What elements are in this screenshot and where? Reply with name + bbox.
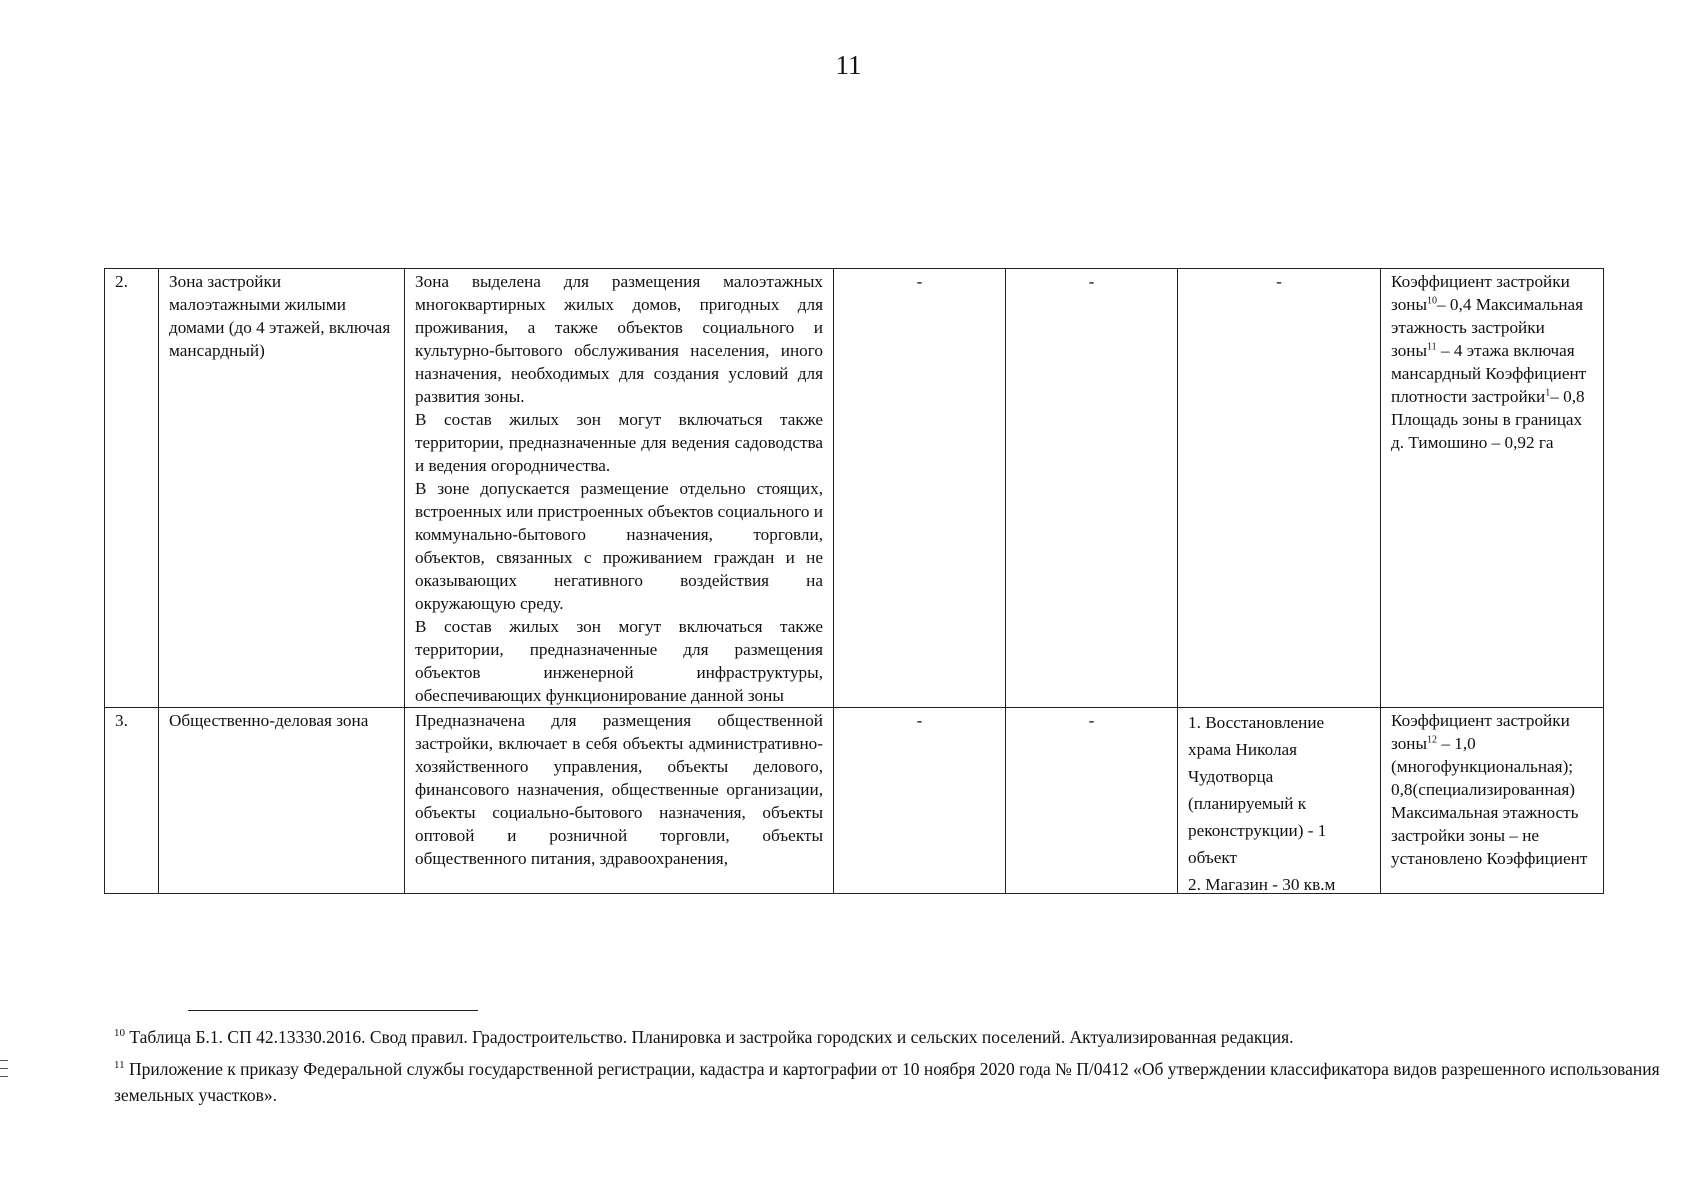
footnote-mark: 10 [114,1027,125,1039]
footnote-ref: 12 [1427,734,1438,746]
planned-objects [1178,708,1381,894]
footnote [114,1020,1674,1050]
zone-parameters [1381,269,1604,708]
footnote-ref: 11 [1427,341,1437,353]
planned-object-item: 2. Магазин - 30 кв.м [1188,875,1336,893]
planned-object-item: 1. Восстановление храма Николая Чудотворца (планируемый к реконструкции) - 1 объект [1188,713,1327,867]
param-text: – 0,8 Площадь зоны в границах д. Тимошино – 0,92 га [1391,387,1585,452]
param-text: Коэффициент застройки зоны [1391,711,1570,753]
edge-mark [0,1068,8,1069]
cell-col4: - [834,269,1006,708]
footnotes [114,1020,1674,1110]
param-text: – 4 этажа включая мансардный Коэффициент плотности застройки [1391,341,1587,406]
scan-edge-marks [0,1060,10,1084]
cell-col5: - [1006,269,1178,708]
objects-clip [1188,709,1370,893]
footnote-ref: 10 [1427,295,1438,307]
param-text: – 0,4 Максимальная этажность застройки зоны [1391,295,1584,360]
cell-col6: - [1178,269,1381,708]
cell-col5: - [1006,708,1178,894]
params-clip [1391,709,1593,893]
description-paragraph: Зона выделена для размещения малоэтажных многоквартирных жилых домов, пригодных для проживания, а также объектов социального и культурно-бытового обслуживания населения, иного назначения, необходимых для создания условий для развития зоны. [415,272,823,406]
description-clip [415,709,823,893]
table-row [105,269,1604,708]
zone-description [405,708,834,894]
footnote [114,1052,1674,1108]
footnote-ref: 1 [1545,387,1551,399]
zone-parameters [1381,708,1604,894]
zone-name: Общественно-деловая зона [159,708,405,894]
description-paragraph: В состав жилых зон могут включаться также территории, предназначенные для размещения объектов инженерной инфраструктуры, обеспечивающих функционирование данной зоны [415,617,823,705]
footnote-mark: 11 [114,1058,125,1071]
table-row [105,708,1604,894]
zones-table [104,268,1604,894]
description-paragraph: В зоне допускается размещение отдельно стоящих, встроенных или пристроенных объектов социального и коммунально-бытового назначения, торговли, объектов, связанных с проживанием граждан и не оказывающих негативного воздействия на окружающую среду. [415,479,823,613]
param-text: Коэффициент застройки зоны [1391,272,1570,314]
footnote-text: Таблица Б.1. СП 42.13330.2016. Свод правил. Градостроительство. Планировка и застройка городских и сельских поселений. Актуализированная редакция. [125,1026,1294,1047]
edge-mark [0,1060,8,1061]
row-number: 2. [105,269,159,708]
footnote-separator [188,1010,478,1011]
zone-description [405,269,834,708]
edge-mark [0,1076,8,1077]
page-number: 11 [835,50,862,80]
param-text: – 1,0 (многофункциональная); 0,8(специализированная) Максимальная этажность застройки зоны – не установлено Коэффициент [1391,734,1588,868]
description-paragraph: В состав жилых зон могут включаться также территории, предназначенные для ведения садоводства и ведения огородничества. [415,410,823,475]
row-number: 3. [105,708,159,894]
zone-name: Зона застройки малоэтажными жилыми домами (до 4 этажей, включая мансардный) [159,269,405,708]
description-paragraph: Предназначена для размещения общественной застройки, включает в себя объекты административно-хозяйственного управления, объекты делового, финансового назначения, общественные организации, объекты социально-бытового назначения, объекты оптовой и розничной торговли, объекты общественного питания, здравоохранения, [415,711,823,868]
footnote-text: Приложение к приказу Федеральной службы государственной регистрации, кадастра и картографии от 10 ноября 2020 года № П/0412 «Об утверждении классификатора видов разрешенного использования земельных участков». [114,1058,1660,1105]
cell-col4: - [834,708,1006,894]
